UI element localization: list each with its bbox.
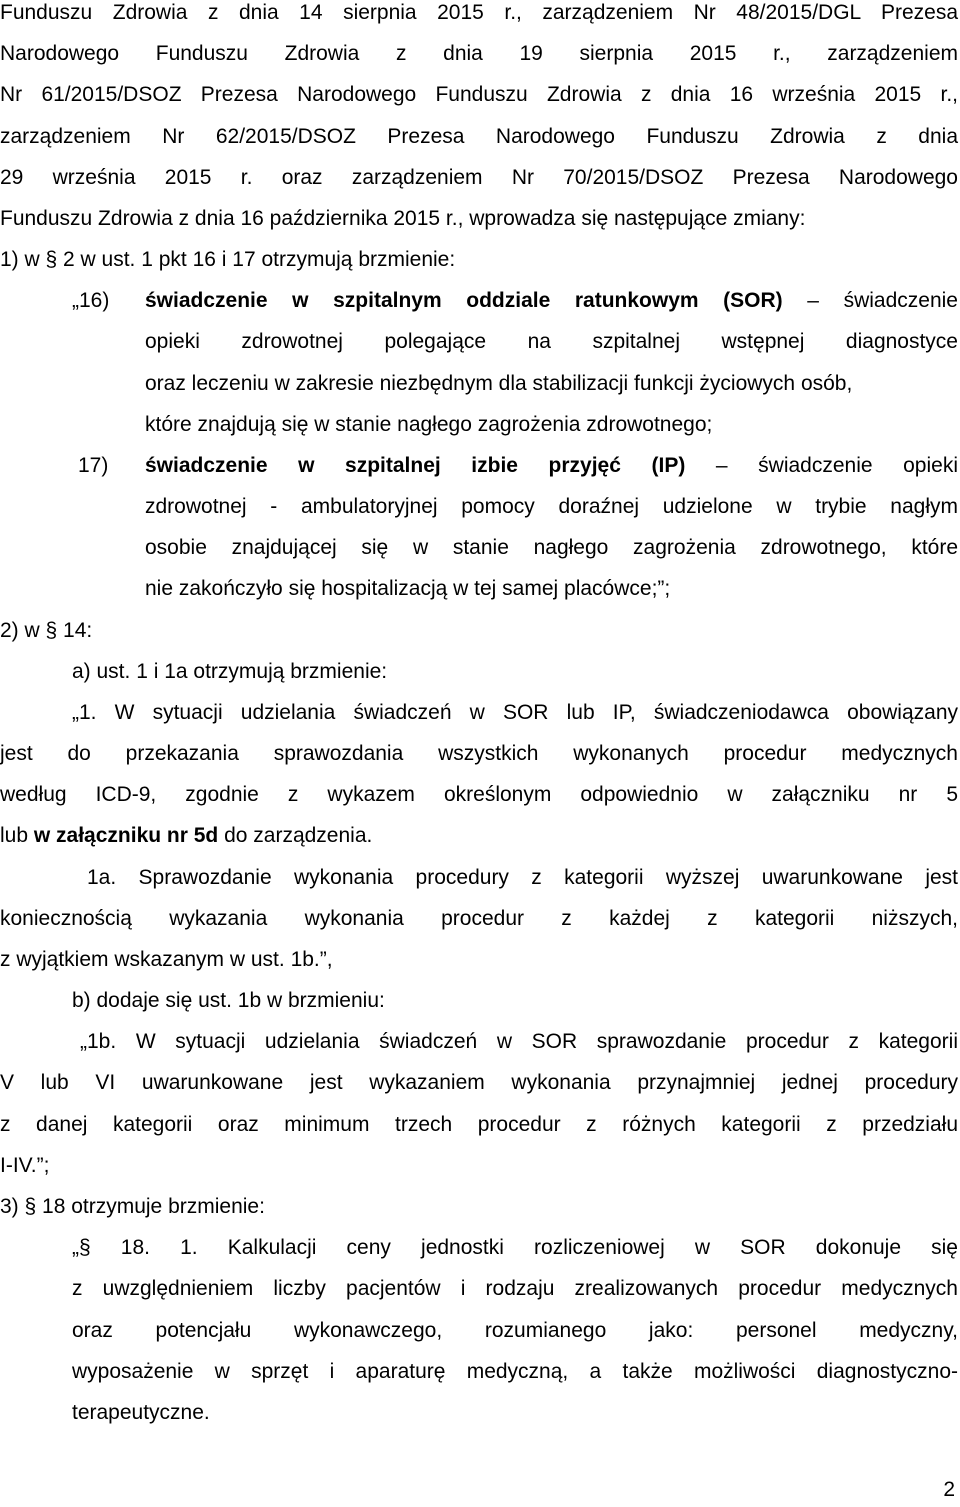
point-17-line-1 bbox=[145, 453, 958, 479]
ust-1-line-2: jest do przekazania sprawozdania wszystkich wykonanych procedur medycznych bbox=[0, 742, 958, 765]
par-18-line-3: oraz potencjału wykonawczego, rozumianego jako: personel medyczny, bbox=[72, 1319, 958, 1342]
point-17-line-4: nie zakończyło się hospitalizacją w tej samej placówce;”; bbox=[145, 577, 671, 600]
ust-1a-line-3: z wyjątkiem wskazanym w ust. 1b.”, bbox=[0, 948, 333, 971]
item-1-intro: 1) w § 2 w ust. 1 pkt 16 i 17 otrzymują brzmienie: bbox=[0, 248, 456, 271]
item-2-b: b) dodaje się ust. 1b w brzmieniu: bbox=[72, 989, 385, 1012]
point-17-term: świadczenie w szpitalnej izbie przyjęć (IP) bbox=[145, 454, 686, 477]
point-16-dash: – świadczenie bbox=[782, 289, 958, 312]
point-17-dash: – świadczenie opieki bbox=[685, 454, 958, 477]
ust-1b-line-2: V lub VI uwarunkowane jest wykazaniem wykonania przynajmniej jednej procedury bbox=[0, 1071, 958, 1094]
item-3-intro: 3) § 18 otrzymuje brzmienie: bbox=[0, 1195, 265, 1218]
ust-1-line-4-post: do zarządzenia. bbox=[218, 824, 373, 847]
page-number: 2 bbox=[943, 1478, 955, 1501]
item-2-intro: 2) w § 14: bbox=[0, 619, 93, 642]
intro-line-4: zarządzeniem Nr 62/2015/DSOZ Prezesa Narodowego Funduszu Zdrowia z dnia bbox=[0, 125, 958, 148]
ust-1b-line-4: I-IV.”; bbox=[0, 1154, 50, 1177]
intro-line-1: Funduszu Zdrowia z dnia 14 sierpnia 2015 r., zarządzeniem Nr 48/2015/DGL Prezesa bbox=[0, 1, 958, 24]
ust-1-line-4-bold: w załączniku nr 5d bbox=[33, 824, 219, 847]
par-18-line-2: z uwzględnieniem liczby pacjentów i rodzaju zrealizowanych procedur medycznych bbox=[72, 1277, 958, 1300]
point-16-line-2: opieki zdrowotnej polegające na szpitalnej wstępnej diagnostyce bbox=[145, 330, 958, 353]
point-16-line-1 bbox=[145, 288, 958, 314]
ust-1b-line-1: „1b. W sytuacji udzielania świadczeń w SOR sprawozdanie procedur z kategorii bbox=[80, 1030, 958, 1053]
ust-1-line-1: „1. W sytuacji udzielania świadczeń w SOR lub IP, świadczeniodawca obowiązany bbox=[72, 701, 958, 724]
item-2-a: a) ust. 1 i 1a otrzymują brzmienie: bbox=[72, 660, 388, 683]
ust-1-line-4-pre: lub bbox=[0, 824, 34, 847]
point-17-line-2: zdrowotnej - ambulatoryjnej pomocy doraźnej udzielone w trybie nagłym bbox=[145, 495, 958, 518]
point-17-number: 17) bbox=[78, 454, 109, 477]
point-16-line-4: które znajdują się w stanie nagłego zagrożenia zdrowotnego; bbox=[145, 413, 713, 436]
intro-line-2: Narodowego Funduszu Zdrowia z dnia 19 sierpnia 2015 r., zarządzeniem bbox=[0, 42, 958, 65]
ust-1a-line-1: 1a. Sprawozdanie wykonania procedury z kategorii wyższej uwarunkowane jest bbox=[87, 866, 958, 889]
intro-line-3: Nr 61/2015/DSOZ Prezesa Narodowego Funduszu Zdrowia z dnia 16 września 2015 r., bbox=[0, 83, 958, 106]
ust-1a-line-2: koniecznością wykazania wykonania procedur z każdej z kategorii niższych, bbox=[0, 907, 958, 930]
intro-line-5: 29 września 2015 r. oraz zarządzeniem Nr 70/2015/DSOZ Prezesa Narodowego bbox=[0, 166, 958, 189]
par-18-line-1: „§ 18. 1. Kalkulacji ceny jednostki rozliczeniowej w SOR dokonuje się bbox=[72, 1236, 958, 1259]
point-16-number: „16) bbox=[72, 289, 110, 312]
par-18-line-5: terapeutyczne. bbox=[72, 1401, 210, 1424]
ust-1b-line-3: z danej kategorii oraz minimum trzech procedur z różnych kategorii z przedziału bbox=[0, 1113, 958, 1136]
par-18-line-4: wyposażenie w sprzęt i aparaturę medyczną, a także możliwości diagnostyczno- bbox=[72, 1360, 958, 1383]
point-16-line-3: oraz leczeniu w zakresie niezbędnym dla stabilizacji funkcji życiowych osób, bbox=[145, 372, 853, 395]
point-17-line-3: osobie znajdującej się w stanie nagłego zagrożenia zdrowotnego, które bbox=[145, 536, 958, 559]
ust-1-line-4 bbox=[0, 823, 372, 849]
ust-1-line-3: według ICD-9, zgodnie z wykazem określonym odpowiednio w załączniku nr 5 bbox=[0, 783, 958, 806]
intro-line-6: Funduszu Zdrowia z dnia 16 października 2015 r., wprowadza się następujące zmiany: bbox=[0, 207, 806, 230]
point-16-term: świadczenie w szpitalnym oddziale ratunkowym (SOR) bbox=[145, 289, 783, 312]
